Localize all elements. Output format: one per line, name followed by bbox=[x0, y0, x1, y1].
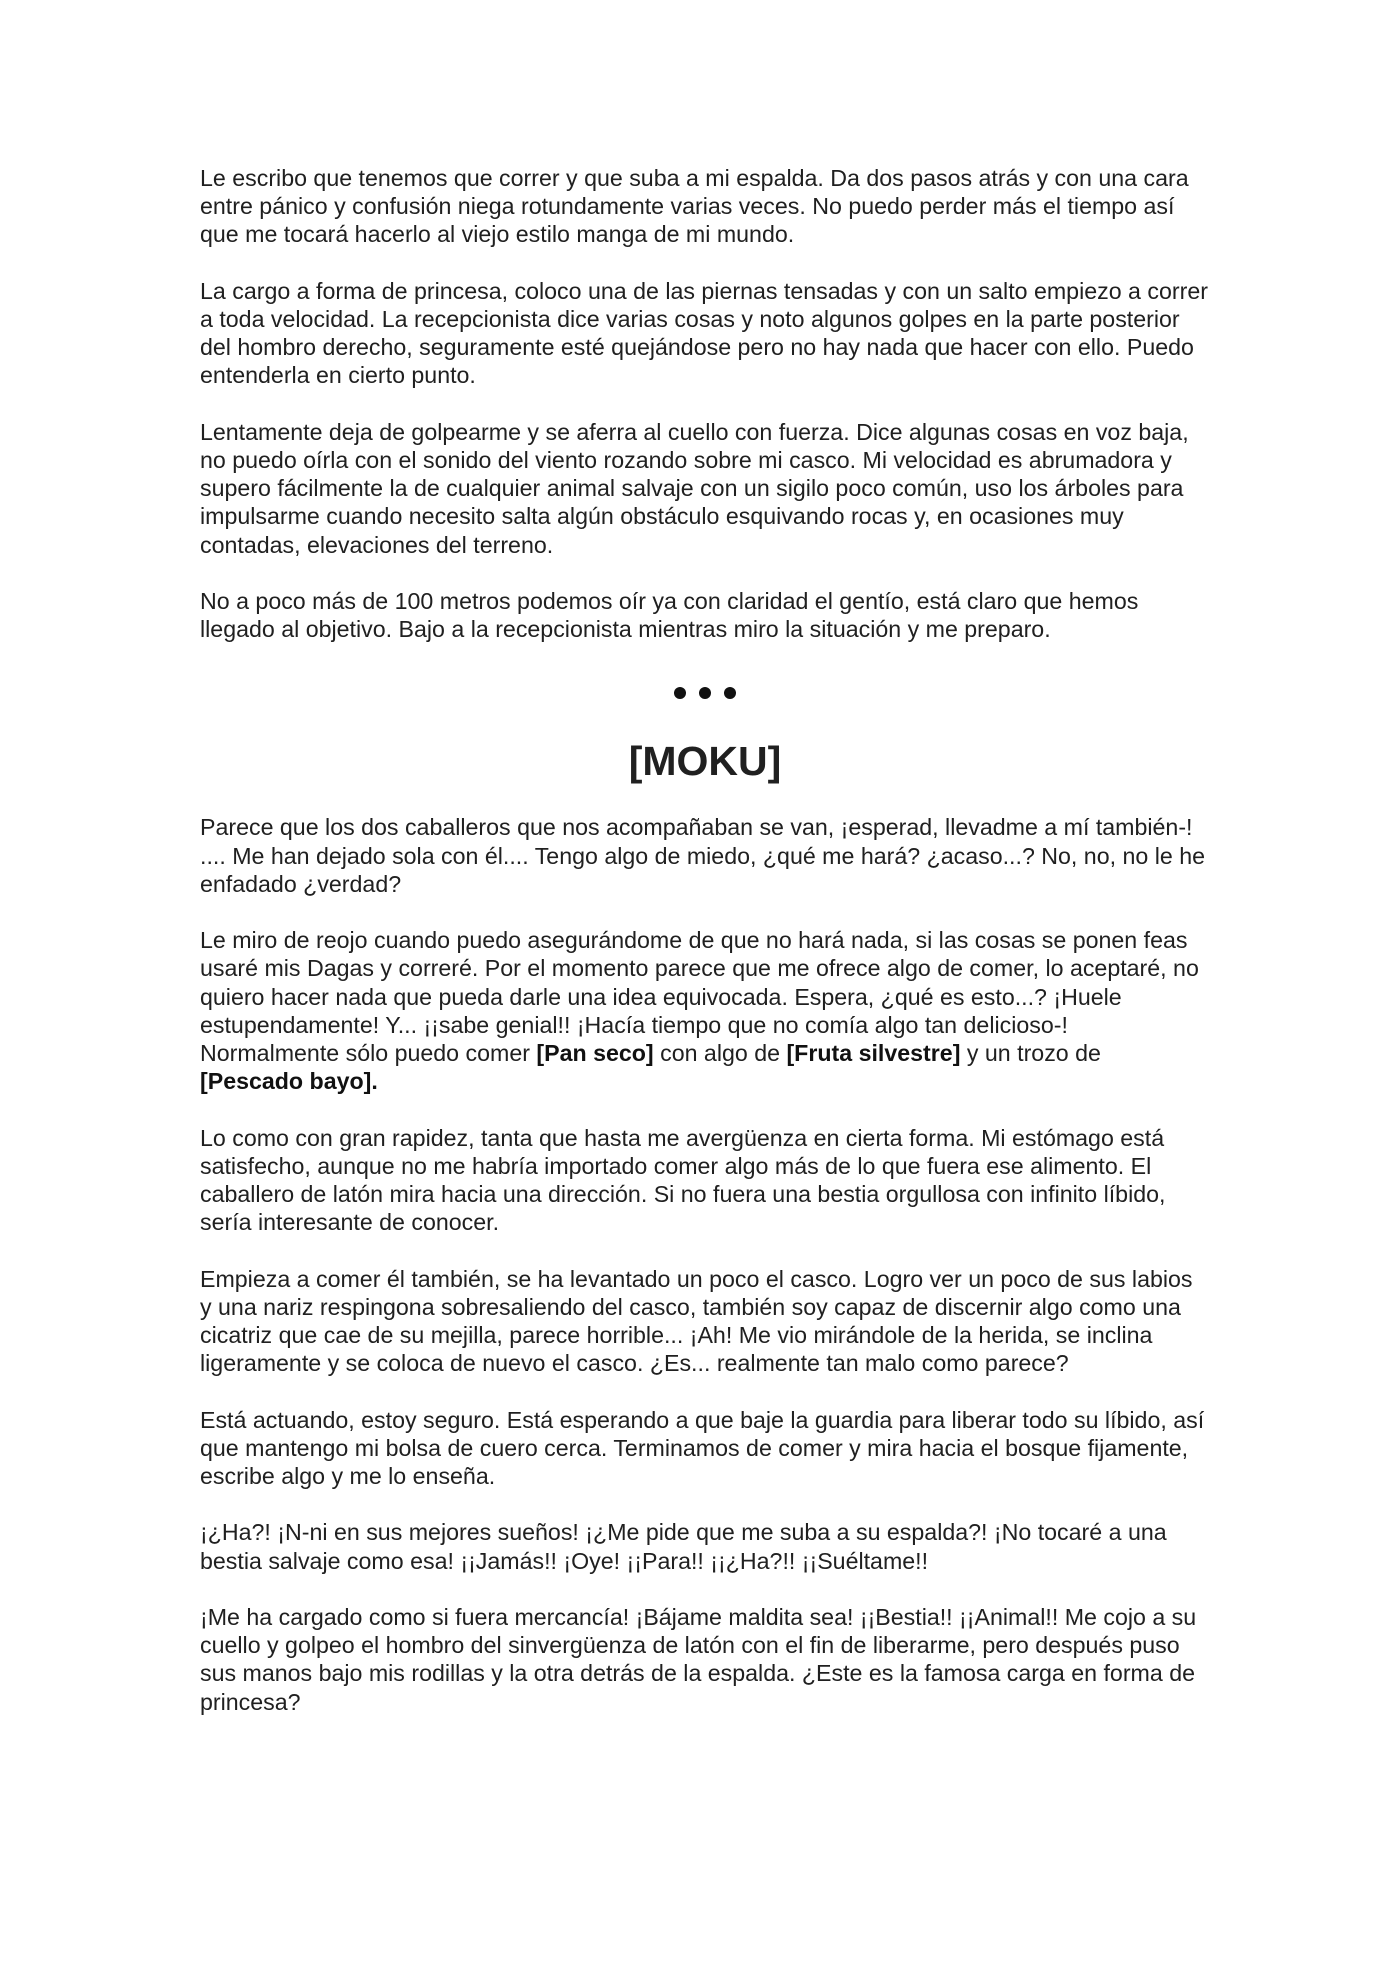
section-title: [MOKU] bbox=[628, 738, 782, 785]
paragraph: La cargo a forma de princesa, coloco una de las piernas tensadas y con un salto empiezo a correr a toda velocidad. La recepcionista dice varias cosas y noto algunos golpes en la parte posterior del hombro derecho, seguramente esté quejándose pero no hay nada que hacer con ello. Puedo entenderla en cierto punto. bbox=[200, 277, 1208, 389]
item-name: [Pan seco] bbox=[536, 1040, 654, 1067]
paragraph-text: Le miro de reojo cuando puedo asegurándome de que no hará nada, si las cosas se ponen feas usaré mis Dagas y correré. Por el momento parece que me ofrece algo de comer, lo aceptaré, no quiero hacer nada que pueda darle una idea equivocada. Espera, ¿qué es esto...? ¡Huele estupendamente! Y... ¡¡sabe genial!! ¡Hacía tiempo que no comía algo tan delicioso-! Normalmente sólo puedo comer bbox=[200, 927, 1199, 1067]
document-page bbox=[200, 164, 1210, 1716]
separator-dot bbox=[699, 687, 711, 699]
item-name: [Pescado bayo]. bbox=[200, 1068, 378, 1095]
paragraph bbox=[200, 926, 1210, 1095]
separator-dot bbox=[724, 687, 736, 699]
paragraph: Lo como con gran rapidez, tanta que hasta me avergüenza en cierta forma. Mi estómago está satisfecho, aunque no me habría importado comer algo más de lo que fuera ese alimento. El caballero de latón mira hacia una dirección. Si no fuera una bestia orgullosa con infinito líbido, sería interesante de conocer. bbox=[200, 1124, 1166, 1236]
item-name: [Fruta silvestre] bbox=[786, 1040, 961, 1067]
paragraph: Parece que los dos caballeros que nos acompañaban se van, ¡esperad, llevadme a mí también-! .... Me han dejado sola con él.... Tengo algo de miedo, ¿qué me hará? ¿acaso...? No, no, no le he enfadado ¿verdad? bbox=[200, 814, 1205, 897]
paragraph: Está actuando, estoy seguro. Está esperando a que baje la guardia para liberar todo su líbido, así que mantengo mi bolsa de cuero cerca. Terminamos de comer y mira hacia el bosque fijamente, escribe algo y me lo enseña. bbox=[200, 1406, 1205, 1490]
paragraph: Lentamente deja de golpearme y se aferra al cuello con fuerza. Dice algunas cosas en voz baja, no puedo oírla con el sonido del viento rozando sobre mi casco. Mi velocidad es abrumadora y supero fácilmente la de cualquier animal salvaje con un sigilo poco común, uso los árboles para impulsarme cuando necesito salta algún obstáculo esquivando rocas y, en ocasiones muy contadas, elevaciones del terreno. bbox=[200, 418, 1189, 558]
separator-dot bbox=[674, 687, 686, 699]
paragraph: ¡¿Ha?! ¡N-ni en sus mejores sueños! ¡¿Me pide que me suba a su espalda?! ¡No tocaré a una bestia salvaje como esa! ¡¡Jamás!! ¡Oye! ¡¡Para!! ¡¡¿Ha?!! ¡¡Suéltame!! bbox=[200, 1519, 1167, 1574]
paragraph: Empieza a comer él también, se ha levantado un poco el casco. Logro ver un poco de sus labios y una nariz respingona sobresaliendo del casco, también soy capaz de discernir algo como una cicatriz que cae de su mejilla, parece horrible... ¡Ah! Me vio mirándole de la herida, se inclina ligeramente y se coloca de nuevo el casco. ¿Es... realmente tan malo como parece? bbox=[200, 1265, 1193, 1377]
section-separator bbox=[200, 679, 1210, 707]
paragraph: ¡Me ha cargado como si fuera mercancía! ¡Bájame maldita sea! ¡¡Bestia!! ¡¡Animal!! Me cojo a su cuello y golpeo el hombro del sinvergüenza de latón con el fin de liberarme, pero después puso sus manos bajo mis rodillas y la otra detrás de la espalda. ¿Este es la famosa carga en forma de princesa? bbox=[200, 1604, 1197, 1715]
paragraph-text: con algo de bbox=[653, 1040, 787, 1067]
paragraph: No a poco más de 100 metros podemos oír ya con claridad el gentío, está claro que hemos llegado al objetivo. Bajo a la recepcionista mientras miro la situación y me preparo. bbox=[200, 588, 1139, 643]
paragraph-text: y un trozo de bbox=[960, 1040, 1101, 1067]
paragraph: Le escribo que tenemos que correr y que suba a mi espalda. Da dos pasos atrás y con una cara entre pánico y confusión niega rotundamente varias veces. No puedo perder más el tiempo así que me tocará hacerlo al viejo estilo manga de mi mundo. bbox=[200, 165, 1189, 248]
